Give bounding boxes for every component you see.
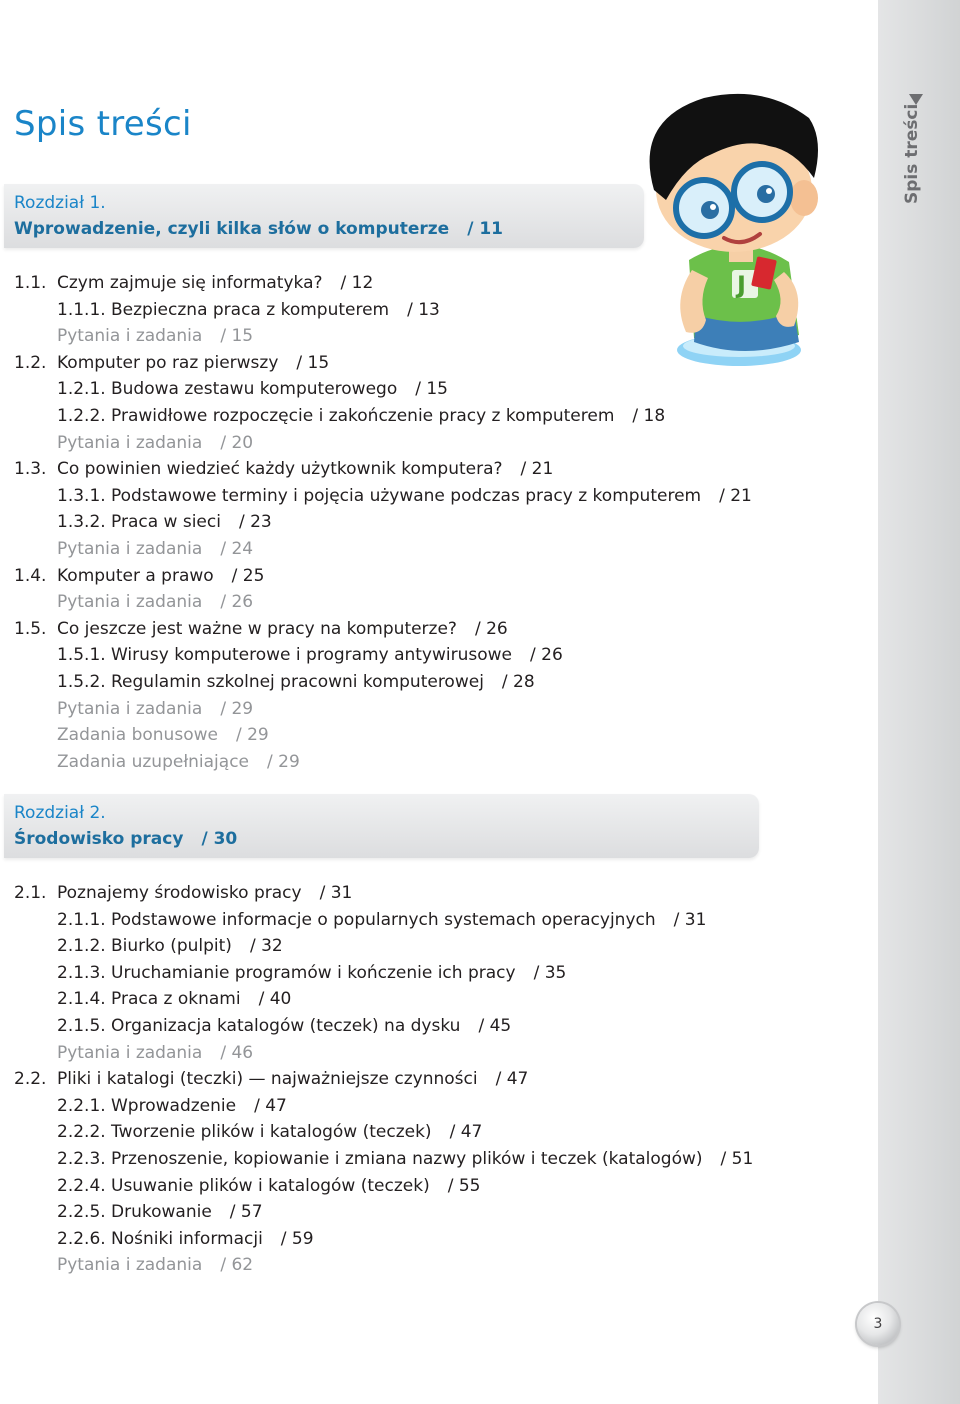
toc-entry-page: / 59 <box>280 1228 314 1249</box>
toc-entry-page: / 46 <box>220 1042 254 1063</box>
toc-entry-page: / 26 <box>530 645 563 666</box>
toc-subsection-entry <box>57 910 706 930</box>
chapter-2-header <box>4 794 759 858</box>
toc-entry-page: / 21 <box>520 459 554 480</box>
toc-entry-page: / 45 <box>478 1016 512 1036</box>
toc-section-entry <box>14 273 373 293</box>
toc-entry-text: Przenoszenie, kopiowanie i zmiana nazwy plików i teczek (katalogów) <box>111 1149 703 1169</box>
toc-entry-page: / 15 <box>296 352 330 373</box>
toc-entry-text: Zadania uzupełniające <box>57 751 250 772</box>
toc-exercise-entry <box>57 592 253 612</box>
toc-entry-number: 2.2.4. <box>57 1175 106 1196</box>
toc-entry-text: Podstawowe informacje o popularnych systemach operacyjnych <box>111 909 656 930</box>
toc-entry-page: / 12 <box>340 273 374 293</box>
toc-section-entry <box>14 883 352 903</box>
toc-entry-text: Biurko (pulpit) <box>111 936 232 957</box>
toc-subsection-entry <box>57 1096 287 1116</box>
toc-entry-text: Praca z oknami <box>111 989 241 1010</box>
toc-entry-text: Pytania i zadania <box>57 326 203 347</box>
toc-entry-text: Pytania i zadania <box>57 698 203 719</box>
toc-entry-page: / 13 <box>407 299 440 320</box>
toc-subsection-entry <box>57 512 272 532</box>
toc-entry-page: / 40 <box>258 989 292 1010</box>
toc-entry-number: 2.1. <box>14 883 47 903</box>
toc-entry-number: 2.1.4. <box>57 989 106 1010</box>
toc-entry-text: Organizacja katalogów (teczek) na dysku <box>111 1016 461 1036</box>
page-number-badge: 3 <box>857 1303 899 1345</box>
toc-entry-number: 1.3.1. <box>57 485 106 506</box>
toc-entry-number: 1.2.2. <box>57 406 106 426</box>
toc-entry-number: 1.3.2. <box>57 512 106 533</box>
toc-entry-page: / 28 <box>501 672 535 692</box>
toc-entry-page: / 15 <box>220 326 254 347</box>
toc-entry-page: / 51 <box>720 1149 754 1169</box>
toc-entry-page: / 26 <box>220 592 254 613</box>
toc-entry-page: / 18 <box>632 406 666 426</box>
toc-entry-number: 2.1.2. <box>57 936 106 957</box>
toc-exercise-entry <box>57 699 253 719</box>
toc-entry-text: Usuwanie plików i katalogów (teczek) <box>111 1175 430 1196</box>
chapter-1-label: Rozdział 1. <box>14 193 106 213</box>
toc-entry-number: 1.1. <box>14 273 47 293</box>
toc-exercise-entry <box>57 1255 253 1275</box>
side-strip <box>878 0 960 1404</box>
chapter-2-title: Środowisko pracy / 30 <box>14 829 238 849</box>
toc-entry-text: Komputer a prawo <box>57 565 214 586</box>
toc-section-entry <box>14 353 329 373</box>
toc-subsection-entry <box>57 1176 480 1196</box>
toc-exercise-entry <box>57 1043 253 1063</box>
toc-entry-text: Nośniki informacji <box>111 1228 263 1249</box>
toc-entry-number: 2.1.5. <box>57 1016 106 1036</box>
toc-entry-text: Podstawowe terminy i pojęcia używane podczas pracy z komputerem <box>111 485 702 506</box>
toc-entry-text: Pytania i zadania <box>57 1042 203 1063</box>
svg-text:J: J <box>737 271 746 299</box>
toc-exercise-entry <box>57 326 253 346</box>
toc-entry-page: / 47 <box>449 1122 483 1143</box>
toc-entry-page: / 57 <box>229 1202 263 1223</box>
toc-entry-text: Pytania i zadania <box>57 432 203 453</box>
toc-subsection-entry <box>57 1122 482 1142</box>
toc-entry-number: 1.2. <box>14 352 47 373</box>
toc-entry-text: Pytania i zadania <box>57 592 203 613</box>
toc-entry-text: Poznajemy środowisko pracy <box>57 883 302 903</box>
chapter-2-label: Rozdział 2. <box>14 803 106 823</box>
toc-entry-number: 1.2.1. <box>57 379 106 400</box>
toc-entry-page: / 55 <box>447 1175 481 1196</box>
toc-subsection-entry <box>57 1229 314 1249</box>
toc-entry-page: / 25 <box>231 565 265 586</box>
toc-entry-number: 2.1.1. <box>57 909 106 930</box>
page-title: Spis treści <box>14 104 192 144</box>
toc-section-entry <box>14 566 264 586</box>
toc-subsection-entry <box>57 379 448 399</box>
toc-entry-number: 1.4. <box>14 565 47 586</box>
toc-entry-text: Drukowanie <box>111 1202 212 1223</box>
toc-entry-text: Czym zajmuje się informatyka? <box>57 273 323 293</box>
toc-entry-page: / 31 <box>673 909 707 930</box>
toc-entry-page: / 20 <box>220 432 254 453</box>
toc-entry-page: / 31 <box>319 883 353 903</box>
toc-entry-page: / 29 <box>220 698 254 719</box>
toc-entry-page: / 29 <box>267 751 300 772</box>
toc-entry-text: Co jeszcze jest ważne w pracy na komputerze? <box>57 618 457 639</box>
toc-entry-text: Wprowadzenie <box>111 1095 237 1116</box>
toc-entry-page: / 21 <box>719 485 752 506</box>
toc-entry-number: 2.1.3. <box>57 962 106 983</box>
toc-entry-text: Zadania bonusowe <box>57 725 218 746</box>
toc-entry-page: / 26 <box>474 618 508 639</box>
toc-exercise-entry <box>57 725 269 745</box>
toc-entry-text: Pytania i zadania <box>57 1255 203 1276</box>
toc-entry-number: 1.5.1. <box>57 645 106 666</box>
toc-entry-text: Praca w sieci <box>111 512 221 533</box>
toc-entry-page: / 15 <box>415 379 448 400</box>
toc-entry-number: 1.1.1. <box>57 299 106 320</box>
toc-entry-page: / 47 <box>495 1069 529 1090</box>
toc-subsection-entry <box>57 1149 753 1169</box>
toc-subsection-entry <box>57 989 291 1009</box>
toc-entry-text: Komputer po raz pierwszy <box>57 352 279 373</box>
toc-entry-text: Pytania i zadania <box>57 539 203 559</box>
toc-entry-text: Pliki i katalogi (teczki) — najważniejsze czynności <box>57 1069 478 1090</box>
toc-entry-page: / 32 <box>249 936 283 957</box>
toc-entry-text: Uruchamianie programów i kończenie ich pracy <box>111 962 516 983</box>
toc-entry-text: Bezpieczna praca z komputerem <box>111 299 390 320</box>
side-label: Spis treści <box>902 103 922 204</box>
toc-section-entry <box>14 1069 528 1089</box>
toc-entry-number: 2.2.2. <box>57 1122 106 1143</box>
toc-entry-page: / 29 <box>235 725 269 746</box>
chapter-1-header <box>4 184 644 248</box>
toc-subsection-entry <box>57 300 440 320</box>
toc-exercise-entry <box>57 539 253 559</box>
toc-entry-text: Wirusy komputerowe i programy antywirusowe <box>111 645 513 666</box>
toc-entry-text: Prawidłowe rozpoczęcie i zakończenie pracy z komputerem <box>111 406 615 426</box>
toc-exercise-entry <box>57 752 300 772</box>
toc-entry-number: 2.2.3. <box>57 1149 106 1169</box>
toc-section-entry <box>14 619 508 639</box>
toc-entry-text: Regulamin szkolnej pracowni komputerowej <box>111 672 484 692</box>
toc-entry-text: Co powinien wiedzieć każdy użytkownik komputera? <box>57 459 503 480</box>
toc-subsection-entry <box>57 1016 511 1036</box>
toc-entry-number: 2.2.1. <box>57 1095 106 1116</box>
toc-subsection-entry <box>57 936 283 956</box>
toc-entry-number: 1.5. <box>14 618 47 639</box>
toc-entry-page: / 47 <box>254 1095 287 1116</box>
toc-entry-page: / 35 <box>533 962 567 983</box>
chapter-1-title: Wprowadzenie, czyli kilka słów o komputerze / 11 <box>14 219 503 239</box>
toc-entry-page: / 23 <box>238 512 272 533</box>
toc-entry-number: 2.2.6. <box>57 1228 106 1249</box>
toc-entry-text: Tworzenie plików i katalogów (teczek) <box>111 1122 432 1143</box>
toc-subsection-entry <box>57 1202 263 1222</box>
toc-subsection-entry <box>57 406 665 426</box>
toc-entry-page: / 24 <box>220 539 254 559</box>
toc-entry-number: 2.2.5. <box>57 1202 106 1223</box>
toc-subsection-entry <box>57 963 566 983</box>
toc-subsection-entry <box>57 486 752 506</box>
toc-entry-page: / 62 <box>220 1255 254 1276</box>
toc-exercise-entry <box>57 433 253 453</box>
toc-subsection-entry <box>57 672 535 692</box>
toc-entry-number: 1.5.2. <box>57 672 106 692</box>
toc-section-entry <box>14 459 553 479</box>
toc-subsection-entry <box>57 645 563 665</box>
toc-entry-number: 2.2. <box>14 1069 47 1090</box>
toc-entry-text: Budowa zestawu komputerowego <box>111 379 398 400</box>
toc-entry-number: 1.3. <box>14 459 47 480</box>
